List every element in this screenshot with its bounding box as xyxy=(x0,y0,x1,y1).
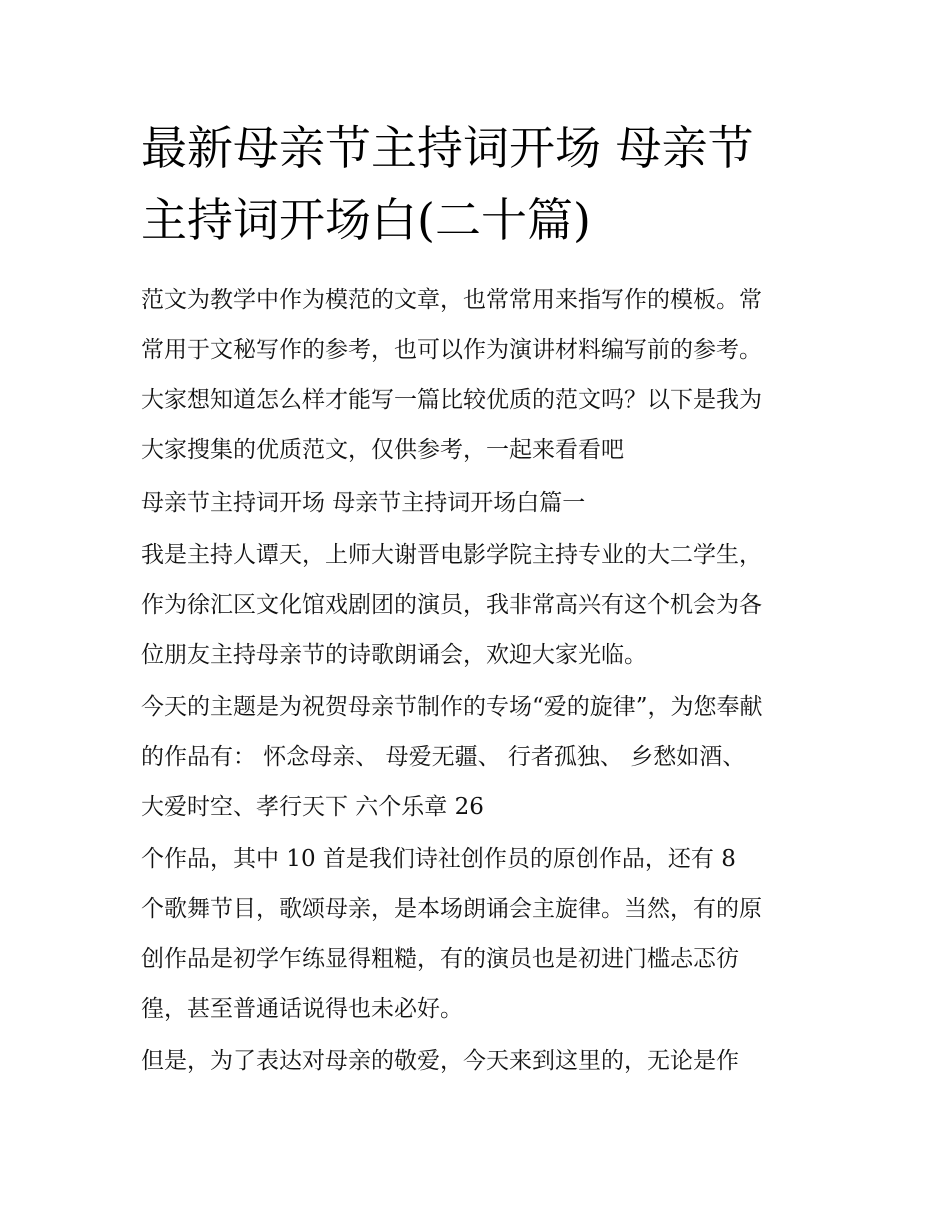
paragraph-line: 创作品是初学乍练显得粗糙，有的演员也是初进门槛忐忑彷 xyxy=(141,946,739,972)
title-line: 主持词开场白(二十篇) xyxy=(141,193,591,247)
paragraph-line: 作为徐汇区文化馆戏剧团的演员，我非常高兴有这个机会为各 xyxy=(141,592,762,618)
paragraph-line: 今天的主题是为祝贺母亲节制作的专场“爱的旋律”，为您奉献 xyxy=(141,694,763,720)
paragraph-line: 个作品，其中 10 首是我们诗社创作员的原创作品，还有 8 xyxy=(141,846,736,872)
paragraph-line: 范文为教学中作为模范的文章，也常常用来指写作的模板。常 xyxy=(141,287,762,313)
paragraph-line: 常用于文秘写作的参考，也可以作为演讲材料编写前的参考。 xyxy=(141,337,762,363)
paragraph-line: 的作品有： 怀念母亲、 母爱无疆、 行者孤独、 乡愁如酒、 xyxy=(141,744,746,770)
paragraph-line: 个歌舞节目，歌颂母亲，是本场朗诵会主旋律。当然，有的原 xyxy=(141,896,762,922)
paragraph-line: 大家想知道怎么样才能写一篇比较优质的范文吗？以下是我为 xyxy=(141,387,762,413)
paragraph-line: 大爱时空、孝行天下 六个乐章 26 xyxy=(141,794,484,820)
paragraph-line: 大家搜集的优质范文，仅供参考，一起来看看吧 xyxy=(141,437,624,463)
document-title xyxy=(141,112,831,256)
paragraph-line: 位朋友主持母亲节的诗歌朗诵会，欢迎大家光临。 xyxy=(141,642,647,668)
title-line: 最新母亲节主持词开场 母亲节 xyxy=(141,121,754,175)
paragraph-line: 但是，为了表达对母亲的敬爱，今天来到这里的，无论是作 xyxy=(141,1048,739,1074)
paragraph-line: 徨，甚至普通话说得也未必好。 xyxy=(141,996,463,1022)
paragraph-line: 我是主持人谭天，上师大谢晋电影学院主持专业的大二学生， xyxy=(141,542,762,568)
section-heading: 母亲节主持词开场 母亲节主持词开场白篇一 xyxy=(141,490,586,516)
